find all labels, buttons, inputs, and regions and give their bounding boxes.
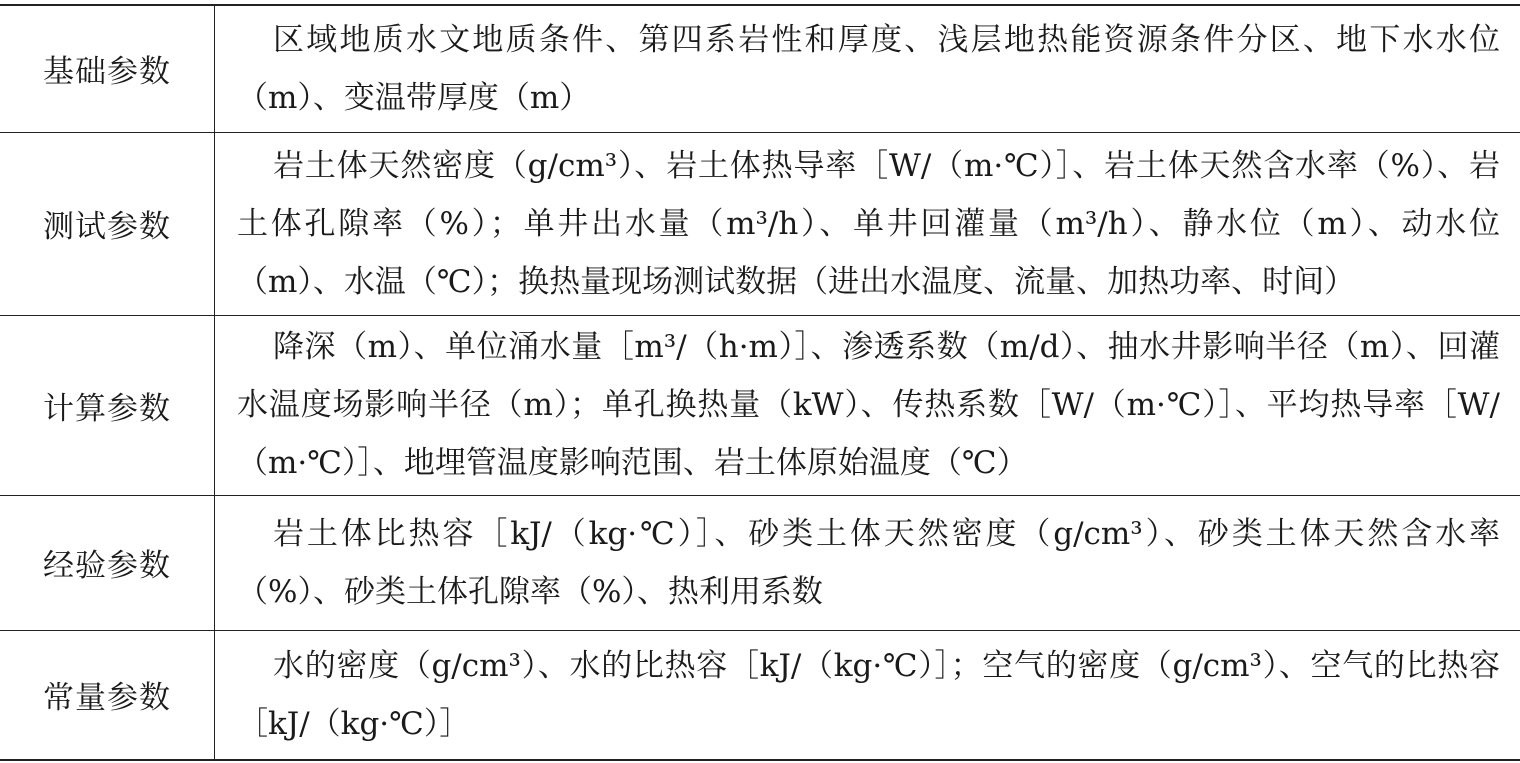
parameter-list-cell: 区域地质水文地质条件、第四系岩性和厚度、浅层地热能资源条件分区、地下水水位（m）、变温带厚度（m） <box>237 21 1500 116</box>
table-row <box>0 5 1520 132</box>
parameter-list-cell: 降深（m）、单位涌水量［m³/（h·m）］、渗透系数（m/d）、抽水井影响半径（m）、回灌水温度场影响半径（m）；单孔换热量（kW）、传热系数［W/（m·℃）］、平均热导率［W/（m·℃）］、地埋管温度影响范围、岩土体原始温度（℃） <box>237 329 1500 481</box>
category-cell: 测试参数 <box>0 132 215 315</box>
table-row <box>0 132 1520 315</box>
table-row <box>0 315 1520 495</box>
parameter-list-cell: 岩土体比热容［kJ/（kg·℃）］、砂类土体天然密度（g/cm³）、砂类土体天然含水率（%）、砂类土体孔隙率（%）、热利用系数 <box>237 515 1500 610</box>
parameter-table <box>0 4 1520 761</box>
table-row <box>0 630 1520 760</box>
category-cell: 计算参数 <box>0 315 215 495</box>
category-cell: 常量参数 <box>0 630 215 760</box>
parameter-list-cell: 岩土体天然密度（g/cm³）、岩土体热导率［W/（m·℃）］、岩土体天然含水率（%）、岩土体孔隙率（%）；单井出水量（m³/h）、单井回灌量（m³/h）、静水位（m）、动水位（m）、水温（℃）；换热量现场测试数据（进出水温度、流量、加热功率、时间） <box>237 147 1500 300</box>
category-cell: 经验参数 <box>0 495 215 630</box>
table-row <box>0 495 1520 630</box>
parameter-list-cell: 水的密度（g/cm³）、水的比热容［kJ/（kg·℃）］；空气的密度（g/cm³）、空气的比热容［kJ/（kg·℃）］ <box>237 647 1500 742</box>
category-cell: 基础参数 <box>0 5 215 132</box>
